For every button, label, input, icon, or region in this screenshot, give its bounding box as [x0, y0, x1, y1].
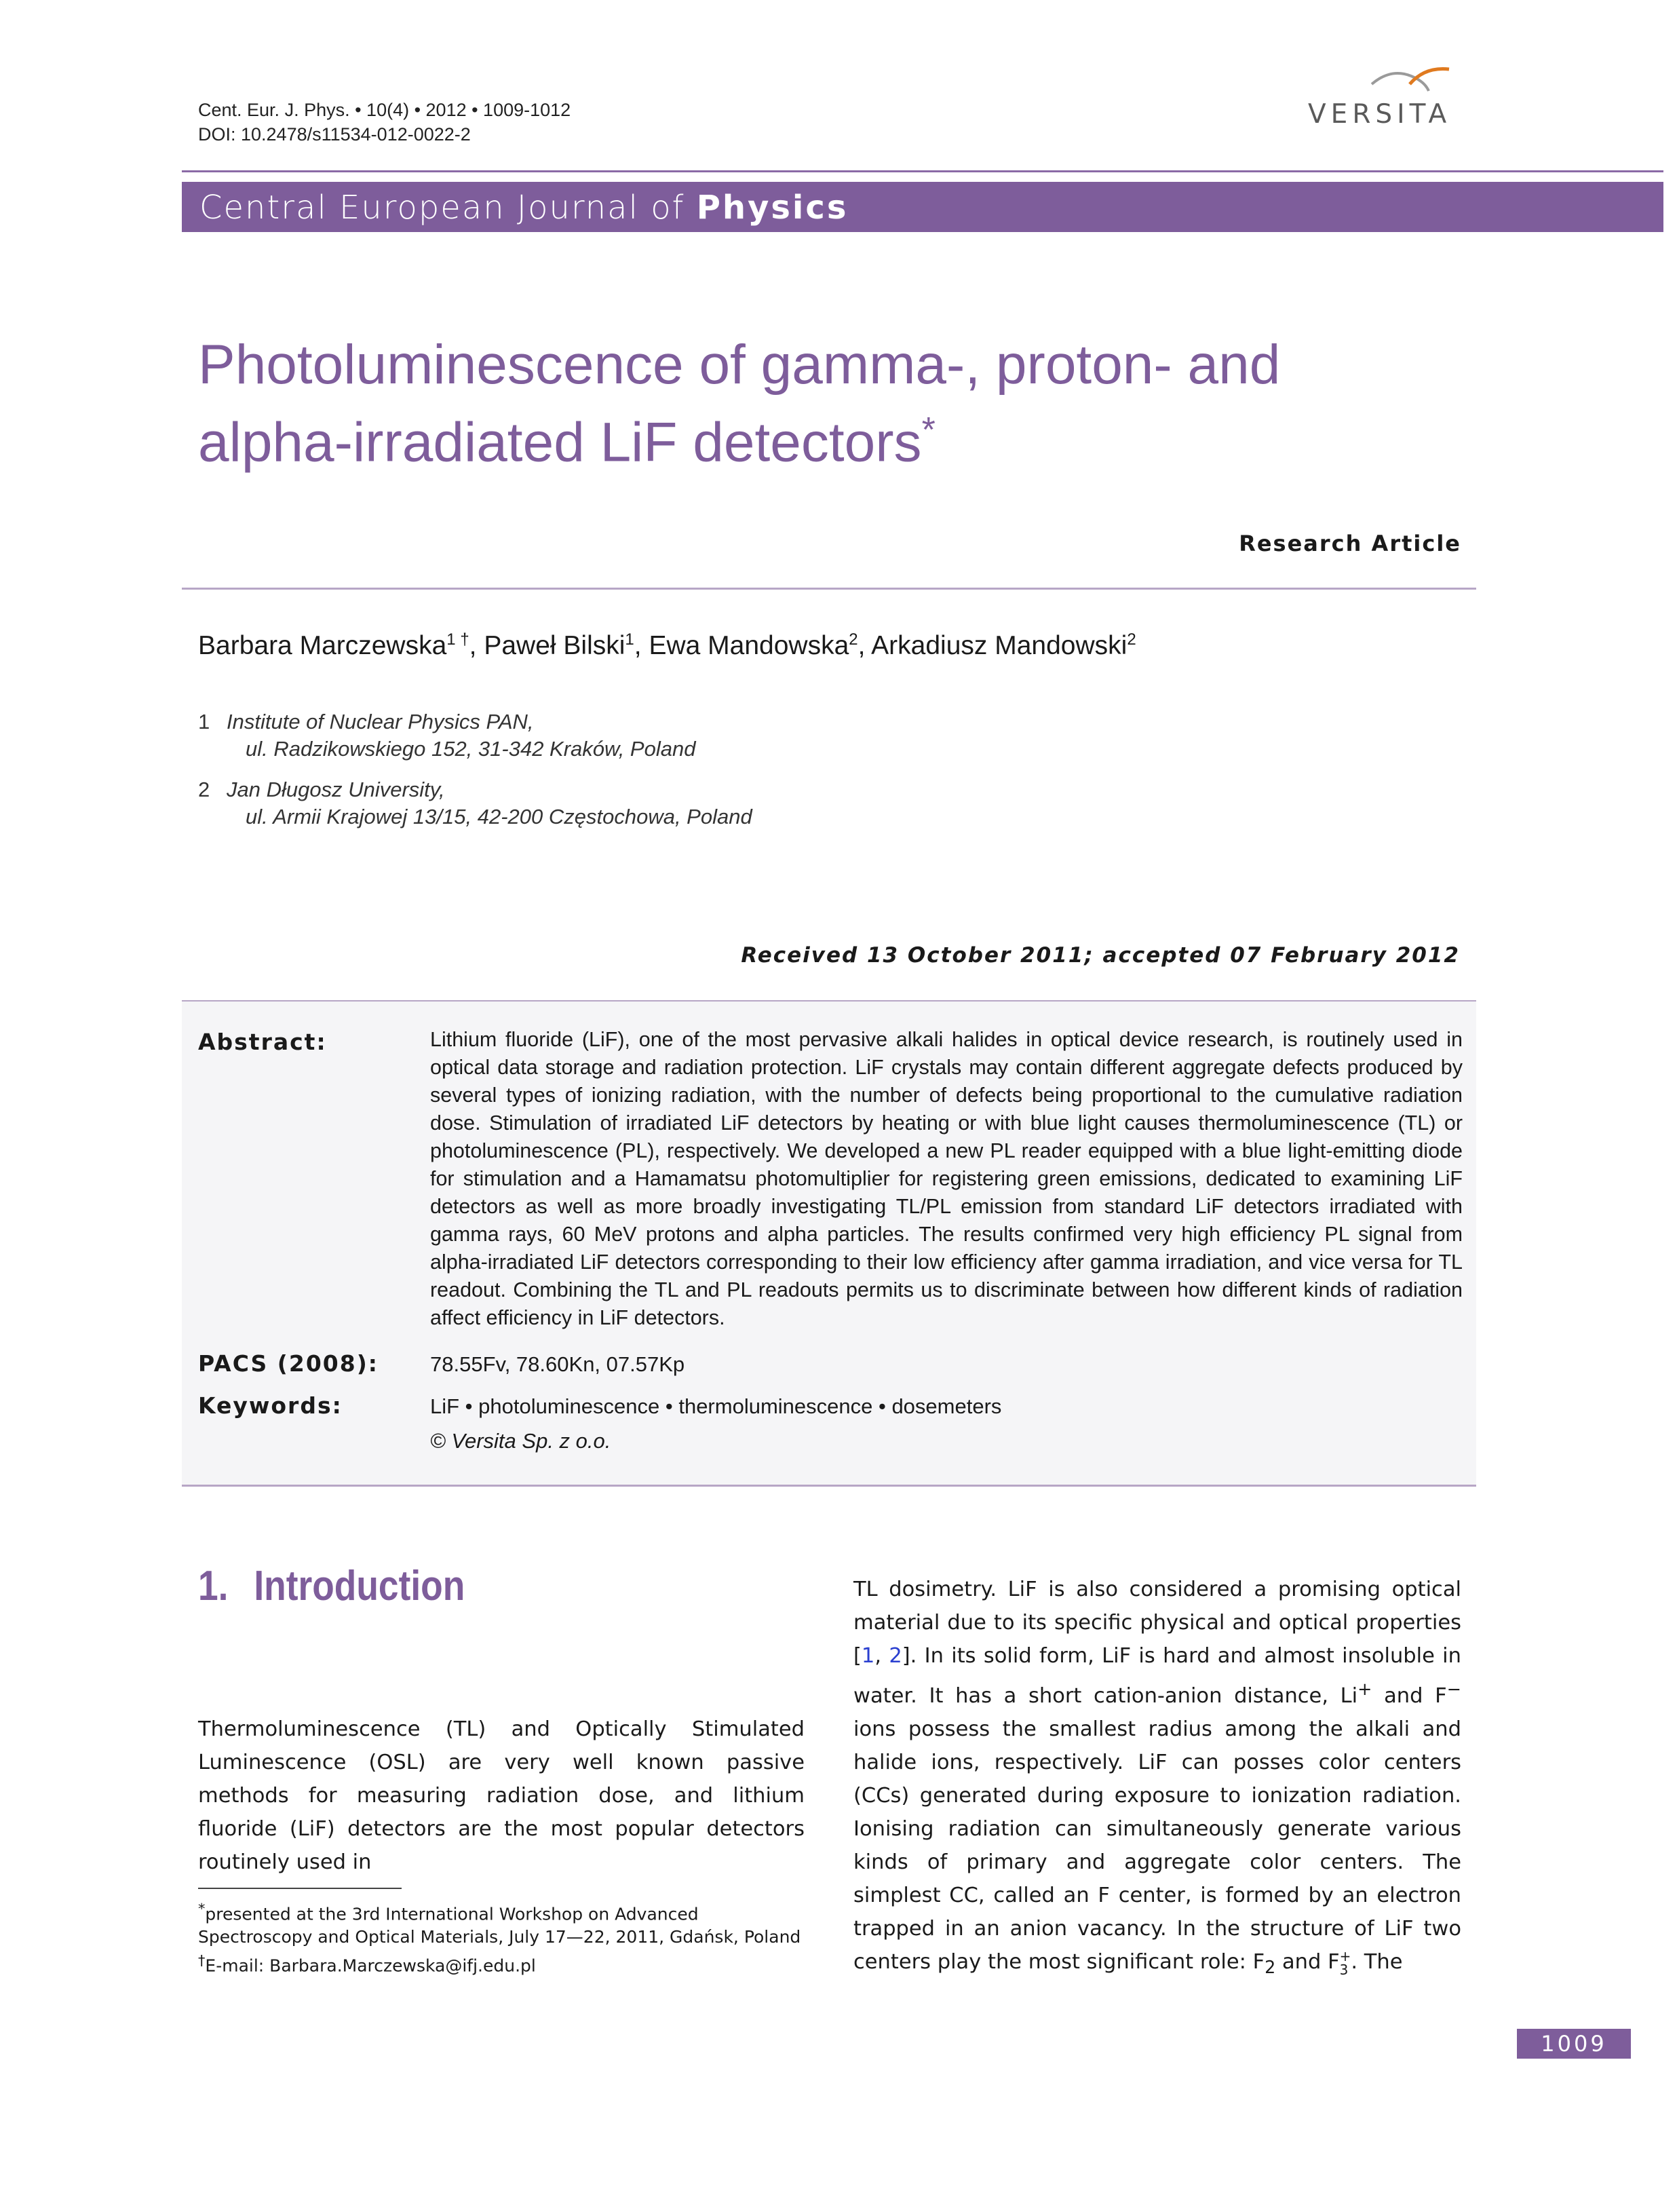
journal-name	[199, 189, 848, 227]
section-number: 1.	[198, 1563, 229, 1609]
versita-logo-text: VERSITA	[1308, 99, 1452, 130]
affiliation	[198, 776, 1012, 837]
citation-link[interactable]: 1	[861, 1644, 875, 1668]
affiliation	[198, 708, 1012, 769]
subscript: 2	[1265, 1957, 1276, 1978]
received-dates: Received 13 October 2011; accepted 07 February 2012	[741, 943, 1460, 968]
superscript: −	[1446, 1679, 1461, 1699]
superscript: +	[1357, 1679, 1372, 1699]
journal-top-rule	[182, 170, 1663, 172]
author-sup: 2	[849, 630, 858, 649]
footnote-1	[198, 1897, 809, 1949]
body-text: and F	[1275, 1950, 1340, 1975]
divider-abstract-bottom	[182, 1485, 1476, 1487]
abstract-text: Lithium fluoride (LiF), one of the most pervasive alkali halides in optical device research, is routinely used in optical data storage and radiation protection. LiF crystals may contain different aggregate defects produced by several types of ionizing radiation, with the number of defects being proportional to the cumulative radiation dose. Stimulation of irradiated LiF detectors by heating or with blue light causes thermoluminescence (TL) or photoluminescence (PL), respectively. We developed a new PL reader equipped with a blue light-emitting diode for stimulation and a Hamamatsu photomultiplier for registering green emissions, dedicated to examining LiF detectors as well as more broadly investigating TL/PL emission from standard LiF detectors irradiated with gamma rays, 60 MeV protons and alpha particles. The results confirmed very high efficiency PL signal from alpha-irradiated LiF detectors corresponding to their low efficiency after gamma irradiation, and vice versa for TL readout. Combining the TL and PL readouts permits us to discriminate between how different kinds of radiation affect efficiency in LiF detectors.	[430, 1028, 1463, 1329]
author-sup: 1	[625, 630, 634, 649]
title-footnote-mark: *	[921, 411, 936, 450]
citation	[198, 98, 571, 147]
affiliation-number: 2	[198, 778, 210, 801]
footnote-mark: *	[198, 1901, 206, 1917]
abstract-label: Abstract:	[198, 1029, 327, 1055]
doi-line: DOI: 10.2478/s11534-012-0022-2	[198, 124, 471, 145]
body-text: ions possess the smallest radius among the alkali and halide ions, respectively. LiF can posses color centers (CCs) generated during exposure to ionization radiation. Ionising radiation can simultaneously generate various kinds of primary and aggregate color centers. The simplest CC, called an F center, is formed by an electron trapped in an anion vacancy. In the structure of LiF two centers play the most significant role: F	[853, 1717, 1461, 1975]
subscript: 3	[1339, 1961, 1349, 1978]
article-type: Research Article	[1239, 531, 1461, 556]
affiliation-text	[227, 776, 752, 831]
body-right-column	[853, 1573, 1461, 1984]
author-name: Arkadiusz Mandowski	[871, 631, 1127, 660]
author-sup: 2	[1127, 630, 1136, 649]
author-list: Barbara Marczewska$^{1 \dagger}$, Paweł Bilski$^1$, Ewa Mandowska$^2$, Arkadiusz Mandowski$^2$	[198, 630, 1136, 660]
body-text: and F	[1372, 1684, 1447, 1709]
keywords: LiF • photoluminescence • thermoluminescence • dosemeters	[430, 1394, 1002, 1418]
title-line-2	[198, 398, 1351, 475]
affiliation-line: ul. Radzikowskiego 152, 31-342 Kraków, Poland	[246, 737, 696, 761]
journal-prefix: Central European Journal of	[199, 189, 697, 227]
body-text: . The	[1351, 1950, 1403, 1975]
footnote-text: presented at the 3rd International Workshop on Advanced Spectroscopy and Optical Materials, July 17—22, 2011, Gdańsk, Poland	[198, 1904, 801, 1947]
author-name: Paweł Bilski	[484, 631, 625, 660]
versita-swoosh-icon	[1370, 64, 1452, 95]
journal-banner	[182, 182, 1663, 232]
f3-plus-scripts	[1340, 1949, 1351, 1977]
divider-top	[182, 588, 1476, 590]
affiliation-line: ul. Armii Krajowej 13/15, 42-200 Częstochowa, Poland	[246, 805, 752, 828]
superscript: +	[1339, 1947, 1351, 1964]
section-title: Introduction	[254, 1563, 465, 1609]
author-name: Ewa Mandowska	[649, 631, 849, 660]
pacs-label: PACS (2008):	[198, 1350, 379, 1377]
pacs-codes: 78.55Fv, 78.60Kn, 07.57Kp	[430, 1352, 685, 1376]
copyright: © Versita Sp. z o.o.	[430, 1429, 611, 1453]
affiliation-line: Jan Długosz University,	[227, 778, 445, 801]
page-number: 1009	[1517, 2029, 1631, 2059]
footnote-2	[198, 1949, 809, 1977]
affiliation-number: 1	[198, 710, 210, 733]
citation-link[interactable]: 2	[889, 1644, 902, 1668]
versita-logo	[1308, 64, 1450, 129]
citation-line-1: Cent. Eur. J. Phys. • 10(4) • 2012 • 1009-1012	[198, 100, 571, 120]
page-title	[198, 332, 1351, 475]
section-heading	[198, 1562, 465, 1610]
footnote-text: E-mail: Barbara.Marczewska@ifj.edu.pl	[205, 1956, 536, 1976]
body-left-column: Thermoluminescence (TL) and Optically Stimulated Luminescence (OSL) are very well known passive methods for measuring radiation dose, and lithium fluoride (LiF) detectors are the most popular detectors routinely used in	[198, 1717, 805, 1874]
title-line-1: Photoluminescence of gamma-, proton- and	[198, 334, 1281, 396]
body-text: TL dosimetry. LiF is also considered a promising optical material due to its specific physical and optical properties [	[853, 1578, 1461, 1668]
affiliation-text	[227, 708, 695, 763]
body-text: ,	[874, 1644, 889, 1668]
footnotes	[198, 1897, 809, 1978]
journal-subject: Physics	[696, 189, 849, 227]
affiliation-line: Institute of Nuclear Physics PAN,	[227, 710, 534, 733]
author-sup: 1 †	[446, 630, 469, 649]
author-name: Barbara Marczewska	[198, 631, 447, 660]
keywords-label: Keywords:	[198, 1392, 343, 1419]
footnote-rule	[198, 1888, 402, 1889]
title-line-2-text: alpha-irradiated LiF detectors	[198, 411, 922, 474]
footnote-mark: †	[198, 1952, 206, 1969]
body-text: ]. In its solid form, LiF is hard and almost insoluble in water. It has a short cation-anion distance, Li	[853, 1644, 1461, 1709]
